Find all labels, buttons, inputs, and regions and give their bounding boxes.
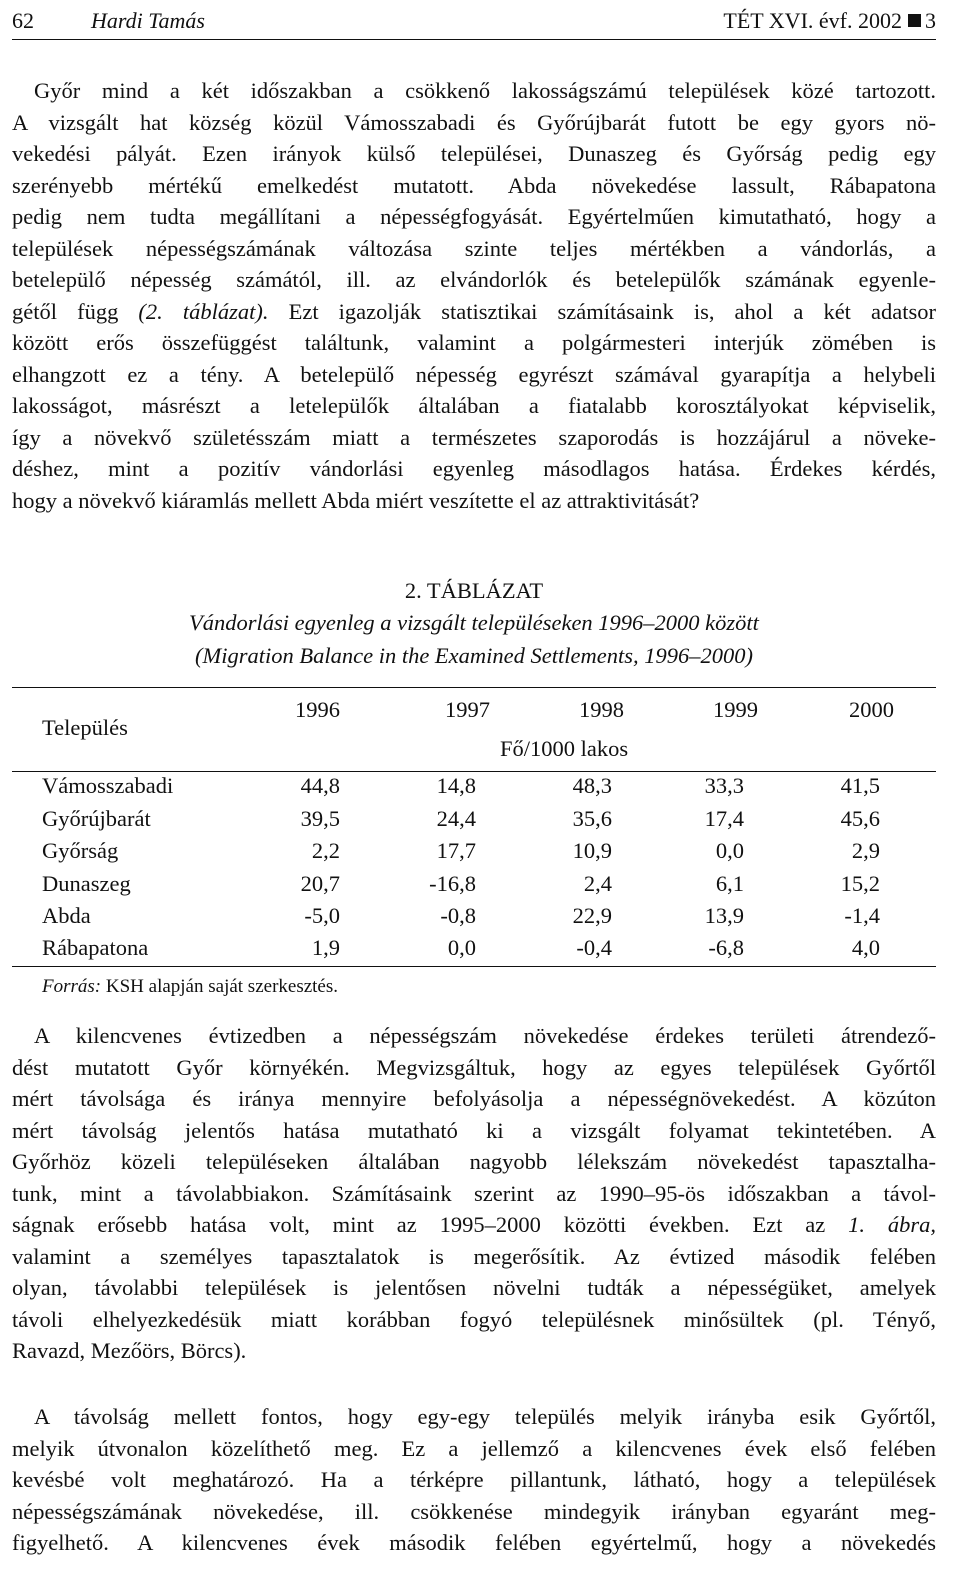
table-cell: 17,4	[704, 806, 744, 831]
table-cell: 13,9	[704, 903, 744, 928]
table-cell: 2,2	[311, 838, 340, 863]
text-line: így a növekvő születésszám miatt a természetes szaporodás is hozzájárul a növeke-	[12, 424, 936, 450]
table-cell: -1,4	[844, 903, 880, 928]
text-line	[12, 296, 936, 328]
text-line: melyik útvonalon közelíthető meg. Ez a jellemző a kilencvenes évek első felében	[12, 1435, 936, 1461]
row-header-label: Település	[42, 715, 128, 740]
paragraph-3	[12, 1401, 936, 1559]
settlement-name: Dunaszeg	[42, 871, 131, 896]
table-cell: 22,9	[572, 903, 612, 928]
text-line: hogy a növekvő kiáramlás mellett Abda miért veszítette el az attraktivitását?	[12, 487, 700, 513]
text-line: kevésbé volt meghatározó. Ha a térképre pillantunk, látható, hogy a települések	[12, 1467, 936, 1492]
text-line: dést mutatott Győr környékén. Megvizsgáltuk, hogy az egyes települések Győrtől	[12, 1054, 936, 1080]
text-line: Győr mind a két időszakban a csökkenő lakosságszámú települések közé tartozott.	[34, 78, 936, 103]
table-top-rule	[12, 687, 936, 688]
table-row	[12, 838, 936, 870]
table-cell: 20,7	[300, 871, 340, 896]
text-line: tunk, mint a távolabbiakon. Számításaink szerint az 1990–95-ös időszakban a távol-	[12, 1180, 936, 1206]
year-header: 2000	[849, 697, 894, 722]
table-cell: 2,9	[851, 838, 880, 863]
table-cell: 6,1	[715, 871, 744, 896]
year-header: 1998	[579, 697, 624, 722]
table-title-hu: Vándorlási egyenleg a vizsgált településeken 1996–2000 között	[189, 610, 759, 635]
text-line: valamint a személyes tapasztalatok is megerősítik. Az évtized második felében	[12, 1243, 936, 1269]
table-cell: -0,8	[440, 903, 476, 928]
table-cell: 0,0	[715, 838, 744, 863]
table-cell: 4,0	[851, 935, 880, 960]
table-source	[42, 976, 338, 998]
text-run: ságnak erősebb hatása volt, mint az 1995–2000 közötti években. Ezt az	[12, 1212, 849, 1237]
text-line: A vizsgált hat község közül Vámosszabadi és Győrújbarát futott be egy gyors nö-	[12, 109, 936, 135]
table-cell: 10,9	[572, 838, 612, 863]
text-line: népességszámának növekedése, ill. csökkenése mindegyik irányban egyaránt meg-	[12, 1498, 936, 1524]
table-cell: 0,0	[447, 935, 476, 960]
text-line: betelepülő népesség számától, ill. az elvándorlók és betelepülők számának egyenle-	[12, 267, 936, 292]
table-cell: 35,6	[572, 806, 612, 831]
square-bullet-icon	[908, 14, 921, 27]
header-journal	[723, 6, 936, 36]
table-cell: 48,3	[572, 773, 612, 798]
table-cell: 39,5	[300, 806, 340, 831]
header-rule	[12, 39, 936, 40]
text-line: déshez, mint a pozitív vándorlási egyenleg másodlagos hatása. Érdekes kérdés,	[12, 456, 936, 481]
table-cell: 1,9	[311, 935, 340, 960]
table-header-rule	[12, 771, 936, 772]
table-cell: 44,8	[300, 773, 340, 798]
text-line	[12, 1209, 936, 1241]
text-line: mért távolság jelentős hatása mutatható ki a vizsgált folyamat tekintetében. A	[12, 1117, 936, 1143]
table-row	[12, 935, 936, 967]
table-cell: -0,4	[576, 935, 612, 960]
year-header: 1997	[445, 697, 490, 722]
year-header: 1999	[713, 697, 758, 722]
table-title-en: (Migration Balance in the Examined Settlements, 1996–2000)	[194, 643, 753, 668]
paragraph-2	[12, 1020, 936, 1367]
settlement-name: Győrújbarát	[42, 806, 151, 831]
paragraph-1	[12, 75, 936, 516]
text-line: szerényebb mértékű emelkedést mutatott. Abda növekedése lassult, Rábapatona	[12, 172, 936, 198]
settlement-name: Abda	[42, 903, 91, 928]
text-line: A távolság mellett fontos, hogy egy-egy település melyik irányba esik Győrtől,	[34, 1404, 936, 1429]
text-line: vekedési pályát. Ezen irányok külső települései, Dunaszeg és Győrság pedig egy	[12, 141, 936, 166]
table-cell: 17,7	[436, 838, 476, 863]
table-cell: 15,2	[840, 871, 880, 896]
text-line: között erős összefüggést találtunk, valamint a polgármesteri interjúk zömében is	[12, 330, 936, 355]
running-header	[12, 6, 936, 36]
text-line: távoli elhelyezkedésük miatt korábban fogyó településnek minősültek (pl. Tényő,	[12, 1306, 936, 1332]
unit-label: Fő/1000 lakos	[500, 736, 629, 761]
table-cell: -16,8	[429, 871, 476, 896]
text-line: elhangzott ez a tény. A betelepülő népesség egyrészt számával gyarapítja a helybeli	[12, 361, 936, 387]
table-cell: 41,5	[840, 773, 880, 798]
settlement-name: Vámosszabadi	[42, 773, 174, 798]
text-line: Győrhöz közeli településeken általában nagyobb lélekszám növekedést tapasztalha-	[12, 1149, 936, 1174]
text-line: olyan, távolabbi települések is jelentősen növelni tudták a népességüket, amelyek	[12, 1275, 936, 1300]
table-row	[12, 871, 936, 903]
page-number: 62	[12, 8, 34, 33]
table-cell: 33,3	[704, 773, 744, 798]
table-row	[12, 903, 936, 935]
text-line: Ravazd, Mezőörs, Börcs).	[12, 1338, 247, 1363]
text-line: figyelhető. A kilencvenes évek második felében egyértelmű, hogy a növekedés	[12, 1530, 936, 1555]
table-cell: 14,8	[436, 773, 476, 798]
table-cell: 24,4	[436, 806, 476, 831]
source-label: Forrás:	[42, 976, 102, 997]
journal-issue: 3	[925, 8, 936, 33]
year-header: 1996	[295, 697, 340, 722]
settlement-name: Rábapatona	[42, 935, 149, 960]
text-line: pedig nem tudta megállítani a népességfogyását. Egyértelműen kimutatható, hogy a	[12, 204, 936, 229]
journal-name: TÉT XVI. évf. 2002	[723, 8, 902, 33]
source-text: KSH alapján saját szerkesztés.	[101, 976, 339, 997]
table-number: 2. TÁBLÁZAT	[404, 578, 544, 603]
text-line: települések népességszámának változása szinte teljes mértékben a vándorlás, a	[12, 235, 936, 261]
table-cell: 2,4	[583, 871, 612, 896]
header-author: Hardi Tamás	[91, 8, 205, 33]
table-row	[12, 806, 936, 838]
table-cell: -6,8	[708, 935, 744, 960]
figure-reference: 1. ábra,	[848, 1212, 936, 1237]
table-cell: 45,6	[840, 806, 880, 831]
text-line: lakosságot, másrészt a letelepülők általában a fiatalabb korosztályokat képviselik,	[12, 393, 936, 418]
table-reference: (2. táblázat).	[138, 298, 269, 324]
text-run: gétől függ	[12, 298, 139, 324]
table-cell: -5,0	[304, 903, 340, 928]
settlement-name: Győrság	[42, 838, 119, 863]
text-line: mért távolsága és iránya mennyire befolyásolja a népességnövekedést. A közúton	[12, 1086, 936, 1111]
table-row	[12, 773, 936, 805]
text-line: A kilencvenes évtizedben a népességszám növekedése érdekes területi átrendező-	[34, 1023, 936, 1048]
text-run: Ezt igazolják statisztikai számításaink is, ahol a két adatsor	[268, 298, 936, 324]
